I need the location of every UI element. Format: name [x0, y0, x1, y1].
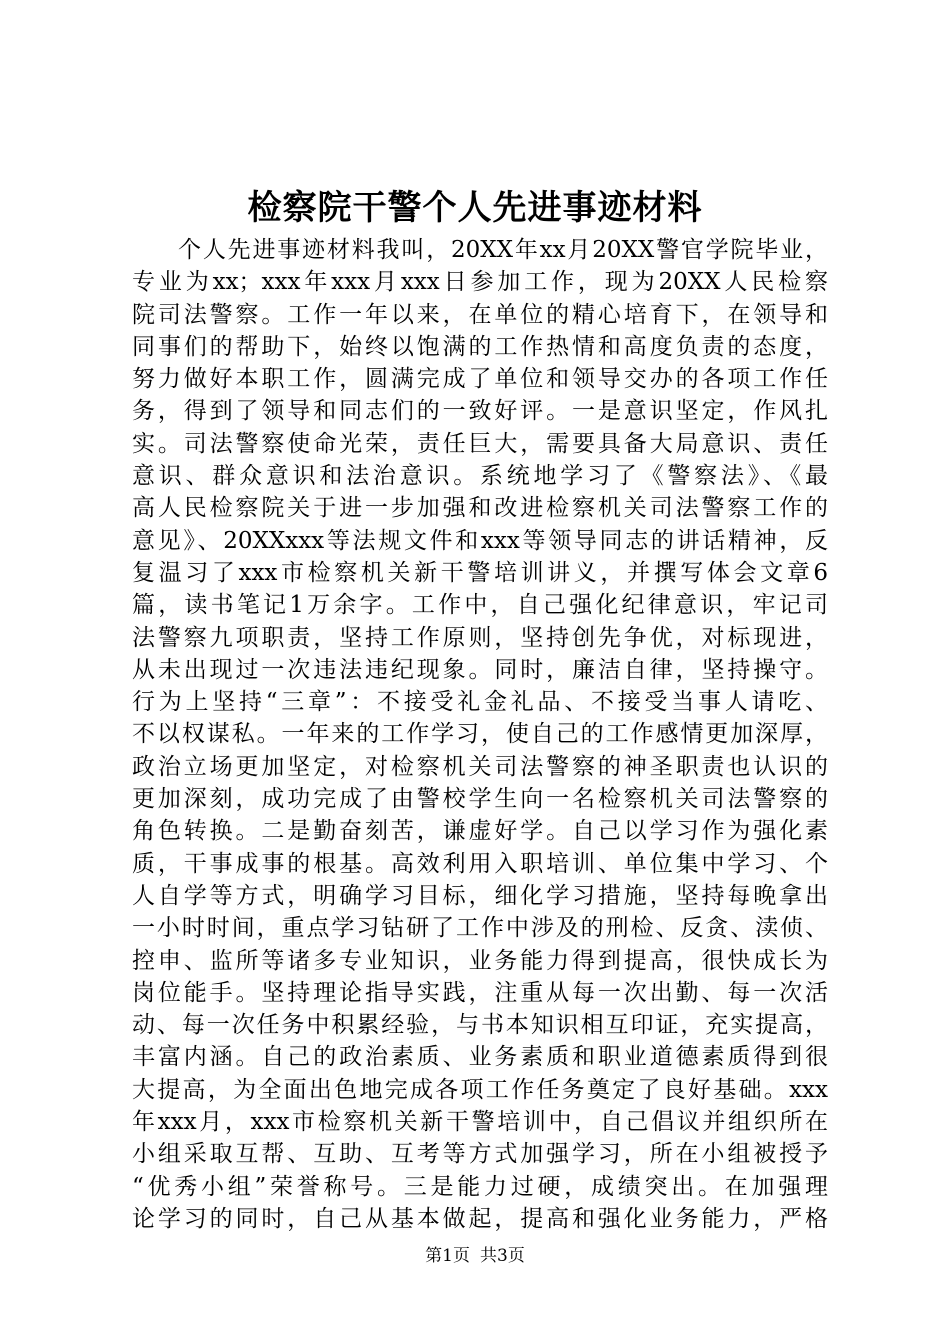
body-line: 个人先进事迹材料我叫，20XX年xx月20XX警官学院毕业， [178, 237, 828, 263]
body-line: 控申、监所等诸多专业知识，业务能力得到提高，很快成长为 [132, 947, 828, 974]
body-line: 小组采取互帮、互助、互考等方式加强学习，所在小组被授予 [132, 1141, 828, 1168]
body-line: 年xxx月，xxx市检察机关新干警培训中，自己倡议并组织所在 [132, 1109, 828, 1136]
body-line: 意识、群众意识和法治意识。系统地学习了《警察法》、《最 [132, 463, 828, 490]
body-line: 一小时时间，重点学习钻研了工作中涉及的刑检、反贪、渎侦、 [132, 915, 828, 942]
body-line: 院司法警察。工作一年以来，在单位的精心培育下，在领导和 [132, 301, 828, 328]
page-footer [0, 1244, 950, 1268]
body-line: 复温习了xxx市检察机关新干警培训讲义，并撰写体会文章6 [132, 559, 828, 586]
body-line: 实。司法警察使命光荣，责任巨大，需要具备大局意识、责任 [132, 430, 828, 457]
page-total: 共3页 [480, 1246, 525, 1266]
body-line: 岗位能手。坚持理论指导实践，注重从每一次出勤、每一次活 [132, 979, 828, 1006]
body-line: 努力做好本职工作，圆满完成了单位和领导交办的各项工作任 [132, 366, 828, 393]
body-line: “优秀小组”荣誉称号。三是能力过硬，成绩突出。在加强理 [132, 1173, 828, 1200]
body-line: 同事们的帮助下，始终以饱满的工作热情和高度负责的态度， [132, 333, 828, 360]
body-line: 动、每一次任务中积累经验，与书本知识相互印证，充实提高， [132, 1012, 828, 1039]
body-line: 人自学等方式，明确学习目标，细化学习措施，坚持每晚拿出 [132, 882, 828, 909]
body-line: 篇，读书笔记1万余字。工作中，自己强化纪律意识，牢记司 [132, 592, 828, 619]
body-line: 大提高，为全面出色地完成各项工作任务奠定了良好基础。xxx [132, 1076, 828, 1103]
body-line: 质，干事成事的根基。高效利用入职培训、单位集中学习、个 [132, 850, 828, 877]
body-line: 务，得到了领导和同志们的一致好评。一是意识坚定，作风扎 [132, 398, 828, 425]
body-line: 从未出现过一次违法违纪现象。同时，廉洁自律，坚持操守。 [132, 656, 828, 683]
body-line: 政治立场更加坚定，对检察机关司法警察的神圣职责也认识的 [132, 753, 828, 780]
body-line: 不以权谋私。一年来的工作学习，使自己的工作感情更加深厚， [132, 721, 828, 748]
body-line: 更加深刻，成功完成了由警校学生向一名检察机关司法警察的 [132, 786, 828, 813]
document-title: 检察院干警个人先进事迹材料 [247, 188, 703, 228]
document-body [132, 234, 828, 1235]
body-line: 法警察九项职责，坚持工作原则，坚持创先争优，对标现进， [132, 624, 828, 651]
body-line: 论学习的同时，自己从基本做起，提高和强化业务能力，严格 [132, 1205, 828, 1232]
body-line: 专业为xx；xxx年xxx月xxx日参加工作，现为20XX人民检察 [132, 269, 828, 296]
body-line: 角色转换。二是勤奋刻苦，谦虚好学。自己以学习作为强化素 [132, 818, 828, 845]
page-number: 第1页 [425, 1246, 470, 1266]
body-line: 丰富内涵。自己的政治素质、业务素质和职业道德素质得到很 [132, 1044, 828, 1071]
body-line: 高人民检察院关于进一步加强和改进检察机关司法警察工作的 [132, 495, 828, 522]
body-line: 意见》、20XXxxx等法规文件和xxx等领导同志的讲话精神，反 [132, 527, 828, 554]
body-line: 行为上坚持“三章”：不接受礼金礼品、不接受当事人请吃、 [132, 689, 828, 716]
